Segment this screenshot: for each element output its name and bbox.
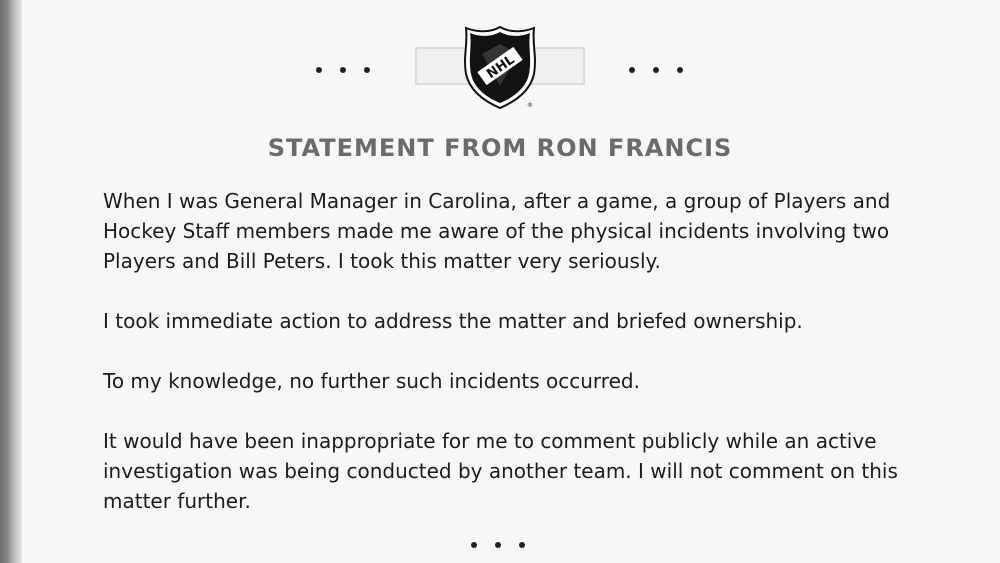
nhl-shield-logo xyxy=(460,24,540,110)
decorative-dots-left xyxy=(316,65,388,76)
logo-text: NHL xyxy=(484,52,518,82)
paragraph-2: I took immediate action to address the matter and briefed ownership. xyxy=(103,309,803,333)
left-edge-border xyxy=(0,0,22,563)
paragraph-4: It would have been inappropriate for me to comment publicly while an active investigation was being conducted by another team. I will not comment on this matter further. xyxy=(103,429,898,513)
registered-mark: ® xyxy=(527,102,533,109)
paragraph-1: When I was General Manager in Carolina, after a game, a group of Players and Hockey Staff members made me aware of the physical incidents involving two Players and Bill Peters. I took this matter very seriously. xyxy=(103,189,891,273)
paragraph-3: To my knowledge, no further such incidents occurred. xyxy=(103,369,640,393)
statement-title: STATEMENT FROM RON FRANCIS xyxy=(267,134,733,162)
statement-body xyxy=(103,186,923,546)
decorative-dots-bottom xyxy=(471,540,543,551)
decorative-dots-right xyxy=(629,65,701,76)
